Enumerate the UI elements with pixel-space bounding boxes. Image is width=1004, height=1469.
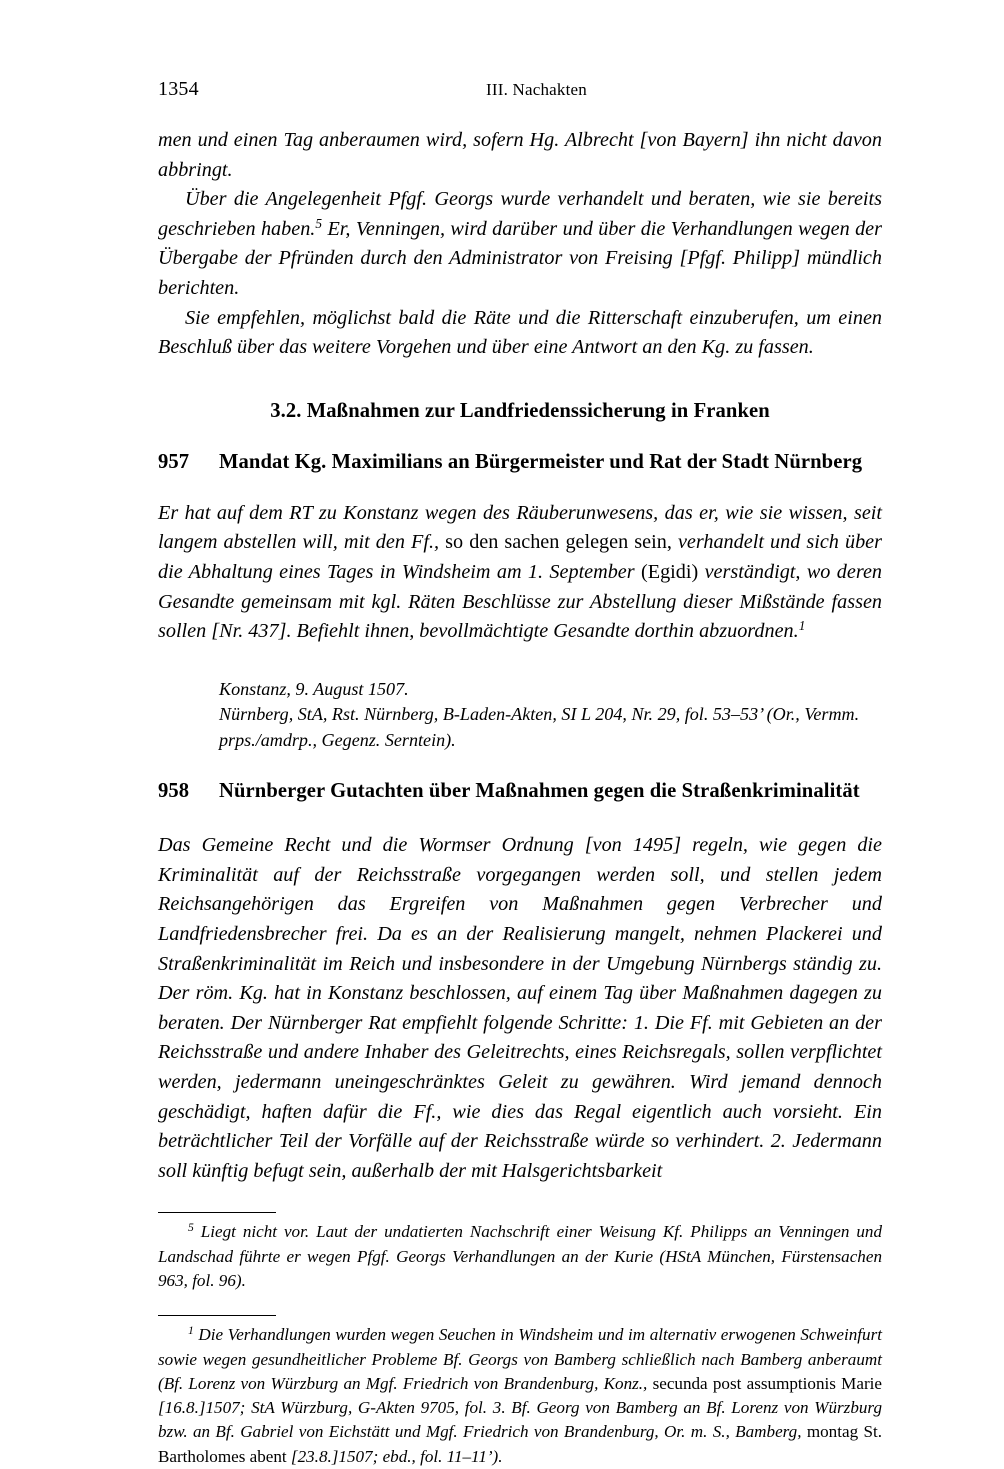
quoted-source-text: (Egidi)	[641, 560, 699, 583]
running-title: III. Nachakten	[486, 80, 587, 99]
footnote-block-1	[158, 1315, 882, 1469]
footnote-reference[interactable]: 1	[798, 618, 806, 634]
footnote-separator-rule	[158, 1212, 276, 1213]
footnote-block-5	[158, 1212, 882, 1293]
item-regest-958	[158, 831, 882, 1186]
spacer	[158, 647, 882, 677]
regest-run: Liegt nicht vor. Laut der undatierten Nachschrift einer Weisung Kf. Philipps an Venningen und Landschad führte er wegen Pfgf. Georgs Verhandlungen an der Kurie (HStA München, Fürstensachen 963, fol. 96).	[158, 1222, 882, 1290]
spacer	[158, 753, 882, 780]
footnote-marker: 5	[188, 1221, 194, 1235]
spacer	[158, 423, 882, 451]
spacer	[158, 112, 882, 126]
spacer	[158, 474, 882, 499]
regest-run: Er, Venningen, wird darüber und über die Verhandlungen wegen der Übergabe der Pfründen durch den Administrator von Freising [Pfgf. Philipp] mündlich berichten.	[158, 217, 882, 299]
paragraph	[158, 304, 882, 363]
item-title: Mandat Kg. Maximilians an Bürgermeister und Rat der Stadt Nürnberg	[219, 450, 863, 473]
section-heading: 3.2. Maßnahmen zur Landfriedenssicherung in Franken	[270, 399, 770, 422]
spacer	[158, 363, 882, 400]
source-line-archive-cont: prps./amdrp., Gegenz. Serntein).	[219, 729, 456, 750]
item-heading-957	[158, 451, 882, 474]
quoted-source-text: montag St. Bartholomes abent	[158, 1422, 882, 1466]
regest-text	[158, 499, 882, 647]
spacer	[158, 1186, 882, 1212]
folio-number: 1354	[158, 78, 199, 100]
footnote-text	[158, 1323, 882, 1469]
footnote-text	[158, 1220, 882, 1293]
source-line-archive: Nürnberg, StA, Rst. Nürnberg, B-Laden-Akten, SI L 204, Nr. 29, fol. 53–53’ (Or., Vermm.	[219, 704, 860, 725]
regest-run: men und einen Tag anberaumen wird, sofern Hg. Albrecht [von Bayern] ihn nicht davon abbringt.	[158, 129, 882, 181]
source-citation-957	[219, 677, 919, 754]
footnote-reference[interactable]: 5	[315, 215, 323, 231]
regest-run: Die Verhandlungen wurden wegen Seuchen in Windsheim und im alternativ erwogenen Schweinfurt sowie wegen gesundheitlicher Probleme Bf. Georgs von Bamberg schließlich nach Bamberg anberaumt (Bf. Lorenz von Würzburg an Mgf. Friedrich von Brandenburg, Konz.,	[158, 1325, 882, 1393]
paragraph	[158, 185, 882, 303]
footnote-separator-rule	[158, 1315, 276, 1316]
regest-run: Sie empfehlen, möglichst bald die Räte und die Ritterschaft einzuberufen, um einen Beschluß über das weitere Vorgehen und über eine Antwort an den Kg. zu fassen.	[158, 306, 882, 359]
regest-run: Er hat auf dem RT zu Konstanz wegen des Räuberunwesens, das er, wie sie wissen, seit langem abstellen will, mit den Ff.,	[158, 501, 882, 554]
item-regest-957	[158, 499, 882, 647]
quoted-source-text: so den sachen gelegen sein,	[445, 531, 672, 554]
regest-text	[158, 831, 882, 1186]
spacer	[158, 1293, 882, 1315]
paragraph-continuation	[158, 126, 882, 185]
quoted-source-text: secunda post assumptionis Marie	[652, 1373, 882, 1393]
footnote-marker: 1	[188, 1324, 194, 1338]
regest-run: Über die Angelegenheit Pfgf. Georgs wurde verhandelt und beraten, wie sie bereits geschrieben haben.	[158, 188, 882, 240]
item-heading-958	[158, 780, 882, 803]
regest-run: Das Gemeine Recht und die Wormser Ordnung [von 1495] regeln, wie gegen die Kriminalität auf der Reichsstraße vorgegangen werden soll, und stellen jedem Reichsangehörigen das Ergreifen von Maßnahmen gegen Verbrecher und Landfriedensbrecher frei. Da es an der Realisierung mangelt, nehmen Plackerei und Straßenkriminalität im Reich und insbesondere in der Umgebung Nürnbergs ständig zu. Der röm. Kg. hat in Konstanz beschlossen, auf einem Tag über Maßnahmen dagegen zu beraten. Der Nürnberger Rat empfiehlt folgende Schritte: 1. Die Ff. mit Gebieten an der Reichsstraße und andere Inhaber des Geleitrechts, eines Reichsregals, sollen verpflichtet werden, jedermann uneingeschränktes Geleit zu gewähren. Wird jemand dennoch geschädigt, haften dafür die Ff., wie dies das Regal eigentlich auch vorsieht. Ein beträchtlicher Teil der Vorfälle auf der Reichsstraße würde so verhindert. 2. Jedermann soll künftig befugt sein, außerhalb der mit Halsgerichtsbarkeit	[158, 834, 882, 1182]
spacer	[158, 803, 882, 831]
item-title: Nürnberger Gutachten über Maßnahmen gegen die Straßenkriminalität	[219, 780, 860, 803]
item-number: 958	[158, 780, 190, 803]
source-line-date: Konstanz, 9. August 1507.	[219, 678, 409, 699]
regest-run: verhandelt und sich über die Abhaltung eines Tages in Windsheim am 1. September	[158, 531, 882, 583]
item-number: 957	[158, 450, 190, 473]
regest-run: [16.8.]1507; StA Würzburg, G-Akten 9705, fol. 3. Bf. Georg von Bamberg an Bf. Lorenz von Würzburg bzw. an Bf. Gabriel von Eichstätt und Mgf. Friedrich von Brandenburg, Or. m. S., Bamberg,	[158, 1398, 882, 1442]
page-header	[158, 78, 882, 112]
top-text-block	[158, 126, 882, 363]
regest-run: [23.8.]1507; ebd., fol. 11–11’).	[286, 1446, 503, 1466]
regest-run: verständigt, wo deren Gesandte gemeinsam mit kgl. Räten Beschlüsse zur Abstellung dieser Mißstände fassen sollen [Nr. 437]. Befiehlt ihnen, bevollmächtigte Gesandte dorthin abzuordnen.	[158, 560, 882, 643]
